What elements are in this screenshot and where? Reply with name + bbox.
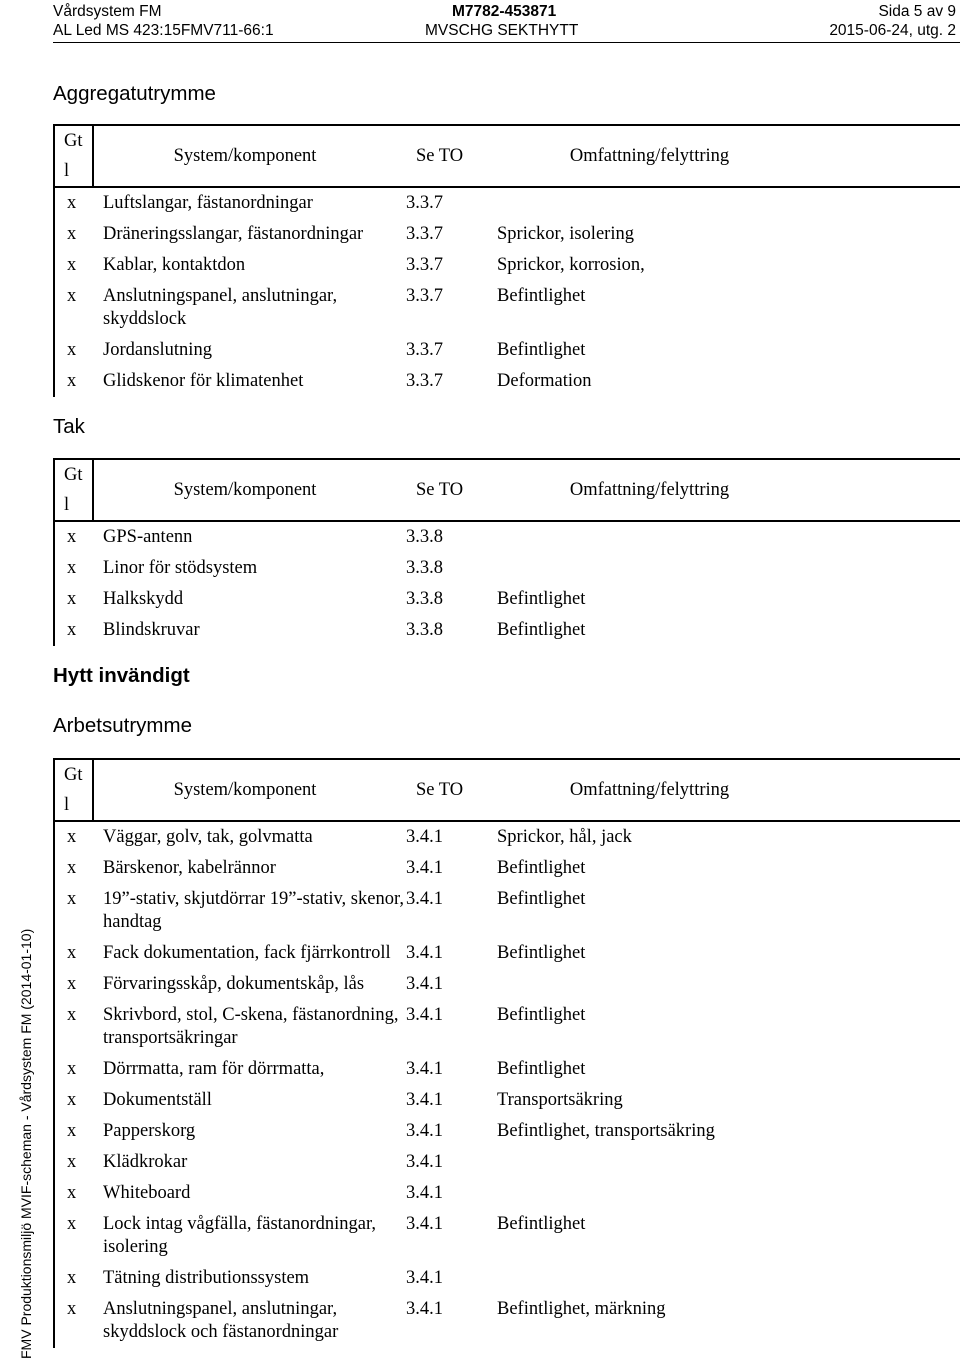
row-scope xyxy=(493,187,960,219)
row-ref: 3.3.7 xyxy=(406,224,443,244)
table-row xyxy=(54,250,960,281)
row-component: Anslutningspanel, anslutningar, skyddslock xyxy=(103,286,338,329)
row-scope: Befintlighet, märkning xyxy=(493,1294,960,1348)
row-ref: 3.4.1 xyxy=(406,1268,443,1288)
row-mark: x xyxy=(54,853,93,884)
row-scope: Befintlighet xyxy=(493,1054,960,1085)
table-row xyxy=(54,853,960,884)
row-component: Jordanslutning xyxy=(103,340,212,360)
table-row xyxy=(54,938,960,969)
row-scope: Befintlighet xyxy=(493,615,960,646)
row-scope: Deformation xyxy=(493,366,960,397)
row-mark: x xyxy=(54,938,93,969)
column-header-scope: Omfattning/felyttring xyxy=(493,125,960,187)
header-system: Vårdsystem FM xyxy=(53,3,162,20)
row-mark: x xyxy=(54,1054,93,1085)
row-scope: Befintlighet xyxy=(493,884,960,938)
table-tak xyxy=(53,458,960,646)
row-mark: x xyxy=(54,615,93,646)
row-mark: x xyxy=(54,1000,93,1054)
table-row xyxy=(54,1209,960,1263)
row-mark: x xyxy=(54,821,93,853)
row-ref: 3.4.1 xyxy=(406,943,443,963)
row-ref: 3.3.8 xyxy=(406,620,443,640)
row-ref: 3.4.1 xyxy=(406,1299,443,1319)
header-reference: AL Led MS 423:15FMV711-66:1 xyxy=(53,22,274,39)
column-header-ref: Se TO xyxy=(406,459,493,521)
row-ref: 3.3.7 xyxy=(406,340,443,360)
row-ref: 3.4.1 xyxy=(406,827,443,847)
table-row xyxy=(54,521,960,553)
table-row xyxy=(54,281,960,335)
row-component: Anslutningspanel, anslutningar, skyddslock och fästanordningar xyxy=(103,1299,339,1342)
row-component: Blindskruvar xyxy=(103,620,200,640)
row-component: 19”-stativ, skjutdörrar 19”-stativ, skenor, handtag xyxy=(103,889,405,932)
table-row xyxy=(54,1116,960,1147)
row-scope xyxy=(493,1263,960,1294)
row-scope: Sprickor, hål, jack xyxy=(493,821,960,853)
row-component: Linor för stödsystem xyxy=(103,558,258,578)
table-row xyxy=(54,1085,960,1116)
table-row xyxy=(54,969,960,1000)
row-mark: x xyxy=(54,584,93,615)
row-component: Klädkrokar xyxy=(103,1152,188,1172)
row-ref: 3.3.8 xyxy=(406,589,443,609)
row-scope: Befintlighet xyxy=(493,938,960,969)
row-scope: Befintlighet xyxy=(493,853,960,884)
column-header-scope: Omfattning/felyttring xyxy=(493,759,960,821)
row-ref: 3.4.1 xyxy=(406,858,443,878)
header-date-edition: 2015-06-24, utg. 2 xyxy=(829,22,956,39)
row-ref: 3.3.7 xyxy=(406,286,443,306)
row-ref: 3.4.1 xyxy=(406,974,443,994)
column-header-scope: Omfattning/felyttring xyxy=(493,459,960,521)
table-aggregatutrymme xyxy=(53,124,960,397)
row-ref: 3.4.1 xyxy=(406,1121,443,1141)
row-component: Förvaringsskåp, dokumentskåp, lås xyxy=(103,974,365,994)
table-arbetsutrymme xyxy=(53,758,960,1348)
row-component: Halkskydd xyxy=(103,589,184,609)
row-scope xyxy=(493,553,960,584)
row-ref: 3.3.7 xyxy=(406,193,443,213)
row-component: Luftslangar, fästanordningar xyxy=(103,193,313,213)
side-footer-text: FMV Produktionsmiljö MVIF-scheman - Vårdsystem FM (2014-01-10) xyxy=(18,928,34,1359)
table-row xyxy=(54,584,960,615)
row-component: Whiteboard xyxy=(103,1183,191,1203)
table-row xyxy=(54,1178,960,1209)
row-ref: 3.4.1 xyxy=(406,1214,443,1234)
row-mark: x xyxy=(54,1147,93,1178)
row-ref: 3.3.8 xyxy=(406,527,443,547)
section-title-hytt-invandigt: Hytt invändigt xyxy=(53,664,190,687)
table-row xyxy=(54,1263,960,1294)
table-row xyxy=(54,1000,960,1054)
row-ref: 3.4.1 xyxy=(406,1005,443,1025)
row-component: Fack dokumentation, fack fjärrkontroll xyxy=(103,943,391,963)
row-ref: 3.4.1 xyxy=(406,1090,443,1110)
row-scope xyxy=(493,1178,960,1209)
row-mark: x xyxy=(54,1116,93,1147)
table-row xyxy=(54,821,960,853)
row-mark: x xyxy=(54,281,93,335)
header-document-number: M7782-453871 xyxy=(452,3,557,20)
row-mark: x xyxy=(54,521,93,553)
row-scope xyxy=(493,1147,960,1178)
table-row xyxy=(54,1294,960,1348)
row-mark: x xyxy=(54,219,93,250)
row-scope: Befintlighet xyxy=(493,1209,960,1263)
row-component: Väggar, golv, tak, golvmatta xyxy=(103,827,313,847)
row-scope: Befintlighet, transportsäkring xyxy=(493,1116,960,1147)
section-title-tak: Tak xyxy=(53,415,85,438)
header-unit: MVSCHG SEKTHYTT xyxy=(425,22,579,39)
table-row xyxy=(54,219,960,250)
row-mark: x xyxy=(54,187,93,219)
row-component: Bärskenor, kabelrännor xyxy=(103,858,276,878)
header-divider xyxy=(53,42,960,43)
row-component: Papperskorg xyxy=(103,1121,196,1141)
table-row xyxy=(54,1147,960,1178)
row-component: Tätning distributionssystem xyxy=(103,1268,310,1288)
row-ref: 3.4.1 xyxy=(406,889,443,909)
row-ref: 3.3.7 xyxy=(406,255,443,275)
row-scope: Befintlighet xyxy=(493,1000,960,1054)
column-header-mark: Gt l xyxy=(54,125,93,187)
column-header-component: System/komponent xyxy=(93,459,406,521)
row-ref: 3.4.1 xyxy=(406,1183,443,1203)
row-scope: Befintlighet xyxy=(493,281,960,335)
row-mark: x xyxy=(54,1178,93,1209)
row-mark: x xyxy=(54,250,93,281)
column-header-ref: Se TO xyxy=(406,759,493,821)
column-header-component: System/komponent xyxy=(93,759,406,821)
row-component: Dokumentställ xyxy=(103,1090,212,1110)
row-component: Glidskenor för klimatenhet xyxy=(103,371,304,391)
row-component: Dräneringsslangar, fästanordningar xyxy=(103,224,364,244)
row-mark: x xyxy=(54,1263,93,1294)
row-component: GPS-antenn xyxy=(103,527,193,547)
row-component: Kablar, kontaktdon xyxy=(103,255,246,275)
row-ref: 3.3.7 xyxy=(406,371,443,391)
row-scope: Sprickor, korrosion, xyxy=(493,250,960,281)
row-mark: x xyxy=(54,884,93,938)
table-row xyxy=(54,884,960,938)
section-title-aggregatutrymme: Aggregatutrymme xyxy=(53,82,216,105)
row-mark: x xyxy=(54,1294,93,1348)
row-ref: 3.4.1 xyxy=(406,1059,443,1079)
row-mark: x xyxy=(54,1209,93,1263)
row-ref: 3.4.1 xyxy=(406,1152,443,1172)
table-row xyxy=(54,1054,960,1085)
column-header-mark: Gt l xyxy=(54,759,93,821)
column-header-component: System/komponent xyxy=(93,125,406,187)
table-row xyxy=(54,366,960,397)
row-scope: Befintlighet xyxy=(493,335,960,366)
row-scope: Transportsäkring xyxy=(493,1085,960,1116)
row-scope: Befintlighet xyxy=(493,584,960,615)
row-scope xyxy=(493,969,960,1000)
row-mark: x xyxy=(54,1085,93,1116)
table-row xyxy=(54,187,960,219)
column-header-mark: Gt l xyxy=(54,459,93,521)
table-row xyxy=(54,553,960,584)
table-row xyxy=(54,335,960,366)
header-page-number: Sida 5 av 9 xyxy=(878,3,956,20)
row-component: Lock intag vågfälla, fästanordningar, isolering xyxy=(103,1214,377,1257)
row-mark: x xyxy=(54,335,93,366)
row-component: Skrivbord, stol, C-skena, fästanordning, transportsäkringar xyxy=(103,1005,399,1048)
row-mark: x xyxy=(54,553,93,584)
section-title-arbetsutrymme: Arbetsutrymme xyxy=(53,714,192,737)
row-mark: x xyxy=(54,366,93,397)
row-scope: Sprickor, isolering xyxy=(493,219,960,250)
row-ref: 3.3.8 xyxy=(406,558,443,578)
column-header-ref: Se TO xyxy=(406,125,493,187)
row-scope xyxy=(493,521,960,553)
table-row xyxy=(54,615,960,646)
row-component: Dörrmatta, ram för dörrmatta, xyxy=(103,1059,325,1079)
page-header xyxy=(53,0,960,44)
row-mark: x xyxy=(54,969,93,1000)
